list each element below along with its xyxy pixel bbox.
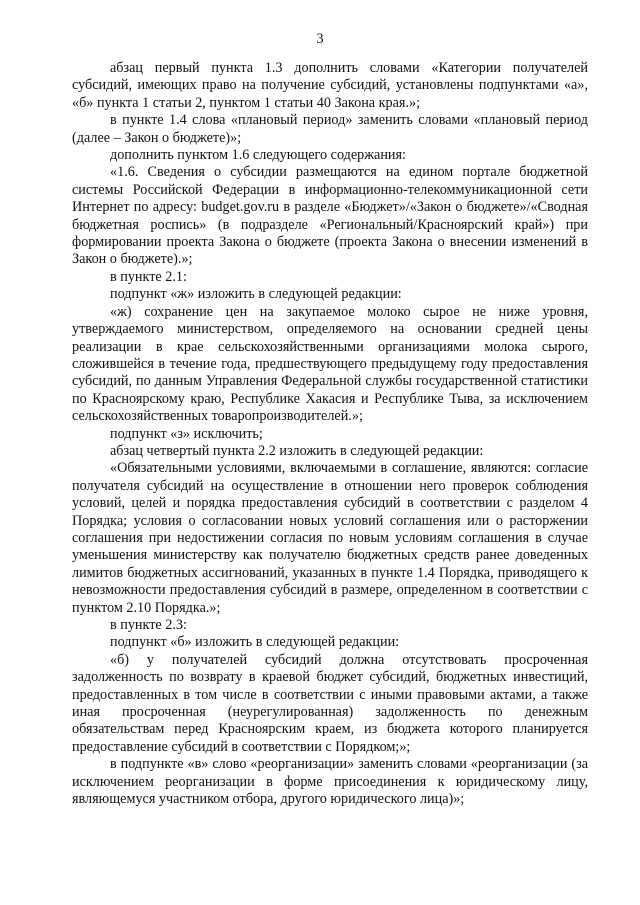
paragraph-10: «Обязательными условиями, включаемыми в соглашение, являются: согласие получателя субсидий на осуществление в отношении него проверок соблюдения условий, целей и порядка предоставления субсидий в соответствии с разделом 4 Порядка; условия о согласовании новых условий соглашения или о расторжении соглашения при недостижении согласия по новым условиям соглашения в случае уменьшения министерству как получателю бюджетных средств ранее доведенных лимитов бюджетных ассигнований, указанных в пункте 1.4 Порядка, приводящего к невозможности предоставления субсидий в размере, определенном в соответствии с пунктом 2.10 Порядка.»; (72, 460, 588, 616)
paragraph-14: в подпункте «в» слово «реорганизации» заменить словами «реорганизации (за исключением реорганизации в форме присоединения к юридическому лицу, являющемуся участником отбора, другого юридического лица)»; (72, 756, 588, 808)
paragraph-2: в пункте 1.4 слова «плановый период» заменить словами «плановый период (далее – Закон о бюджете)»; (72, 112, 588, 146)
paragraph-9: абзац четвертый пункта 2.2 изложить в следующей редакции: (110, 442, 484, 459)
paragraph-5: в пункте 2.1: (110, 268, 187, 285)
paragraph-6: подпункт «ж» изложить в следующей редакции: (110, 286, 402, 303)
paragraph-4: «1.6. Сведения о субсидии размещаются на едином портале бюджетной системы Российской Федерации в информационно-телекоммуникационной сети Интернет по адресу: budget.gov.ru в разделе «Бюджет»/«Закон о бюджете»/«Сводная бюджетная роспись» (в подразделе «Региональный/Красноярский край») при формировании проекта Закона о бюджете (проекта Закона о внесении изменений в Закон о бюджете).»; (72, 164, 588, 268)
document-body (72, 60, 588, 808)
paragraph-8: подпункт «з» исключить; (110, 425, 263, 442)
paragraph-7: «ж) сохранение цен на закупаемое молоко сырое не ниже уровня, утверждаемого министерством, определяемого на основании средней цены реализации в крае сельскохозяйственными организациями молока сырого, сложившейся в течение года, предшествующего предыдущему году предоставления субсидий, по данным Управления Федеральной службы государственной статистики по Красноярскому краю, Республике Хакасия и Республике Тыва, за исключением сельскохозяйственных товаропроизводителей.»; (72, 303, 588, 425)
paragraph-12: подпункт «б» изложить в следующей редакции: (110, 634, 400, 651)
paragraph-11: в пункте 2.3: (110, 617, 187, 633)
page-number: 3 (316, 31, 324, 47)
paragraph-13: «б) у получателей субсидий должна отсутствовать просроченная задолженность по возврату в краевой бюджет субсидий, бюджетных инвестиций, предоставленных в том числе в соответствии с иными правовыми актами, а также иная просроченная (неурегулированная) задолженность по денежным обязательствам перед Красноярским краем, из бюджета которого планируется предоставление субсидий в соответствии с Порядком;»; (72, 651, 588, 755)
paragraph-3: дополнить пунктом 1.6 следующего содержания: (110, 147, 406, 164)
paragraph-1: абзац первый пункта 1.3 дополнить словами «Категории получателей субсидий, имеющих право на получение субсидий, установлены подпунктами «а», «б» пункта 1 статьи 2, пунктом 1 статьи 40 Закона края.»; (72, 60, 588, 111)
